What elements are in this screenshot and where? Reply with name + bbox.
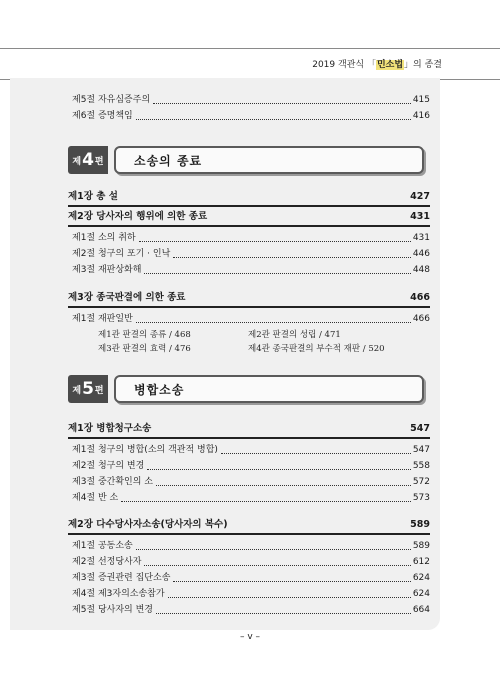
chapter-entry[interactable]: 제2장 당사자의 행위에 의한 종료 431: [68, 211, 430, 222]
toc-entry[interactable]: 제1절 재판일반 466: [72, 314, 430, 324]
part-5-tab: 제 5 편: [68, 375, 108, 403]
chapter-entry[interactable]: 제1장 총 설 427: [68, 191, 430, 202]
toc-entry[interactable]: 제3절 재판상화해 448: [72, 265, 430, 275]
subsection-entry[interactable]: 제4관 종국판결의 부수적 재판 / 520: [248, 344, 385, 354]
toc-entry[interactable]: 제2절 청구의 포기 · 인낙 446: [72, 249, 430, 259]
subsection-entry[interactable]: 제2관 판결의 성립 / 471: [248, 330, 341, 340]
toc-entry[interactable]: 제2절 청구의 변경 558: [72, 461, 430, 471]
toc-entry[interactable]: 제3절 중간확인의 소 572: [72, 477, 430, 487]
chapter-entry[interactable]: 제3장 종국판결에 의한 종료 466: [68, 292, 430, 303]
page-number: – v –: [239, 632, 261, 642]
subsection-entry[interactable]: 제3관 판결의 효력 / 476: [98, 344, 191, 354]
chapter-rule: [68, 205, 430, 207]
toc-entry[interactable]: 제4절 반 소 573: [72, 493, 430, 503]
chapter-rule: [68, 306, 430, 308]
toc-entry[interactable]: 제3절 증권관련 집단소송 624: [72, 573, 430, 583]
chapter-rule: [68, 437, 430, 439]
chapter-entry[interactable]: 제1장 병합청구소송 547: [68, 423, 430, 434]
chapter-entry[interactable]: 제2장 다수당사자소송(당사자의 복수) 589: [68, 519, 430, 530]
toc-entry[interactable]: 제1절 청구의 병합(소의 객관적 병합) 547: [72, 445, 430, 455]
chapter-rule: [68, 225, 430, 227]
header-highlight: 민소법: [376, 60, 404, 70]
toc-entry[interactable]: 제1절 공동소송 589: [72, 541, 430, 551]
toc-entry[interactable]: 제6절 증명책임 416: [72, 111, 430, 121]
running-header: [0, 48, 500, 80]
toc-entry[interactable]: 제2절 선정당사자 612: [72, 557, 430, 567]
subsection-entry[interactable]: 제1관 판결의 종류 / 468: [98, 330, 191, 340]
part-4-tab: 제 4 편: [68, 146, 108, 174]
toc-entry[interactable]: 제4절 제3자의소송참가 624: [72, 589, 430, 599]
toc-entry[interactable]: 제5절 자유심증주의 415: [72, 95, 430, 105]
header-title: 2019 객관식 「민소법」의 종결: [312, 60, 442, 70]
chapter-rule: [68, 533, 430, 535]
toc-entry[interactable]: 제5절 당사자의 변경 664: [72, 605, 430, 615]
part-5-banner: [68, 375, 424, 403]
toc-entry[interactable]: 제1절 소의 취하 431: [72, 233, 430, 243]
part-4-title: 소송의 종료: [134, 154, 203, 168]
part-4-banner: [68, 146, 424, 174]
part-5-title: 병합소송: [134, 383, 185, 397]
